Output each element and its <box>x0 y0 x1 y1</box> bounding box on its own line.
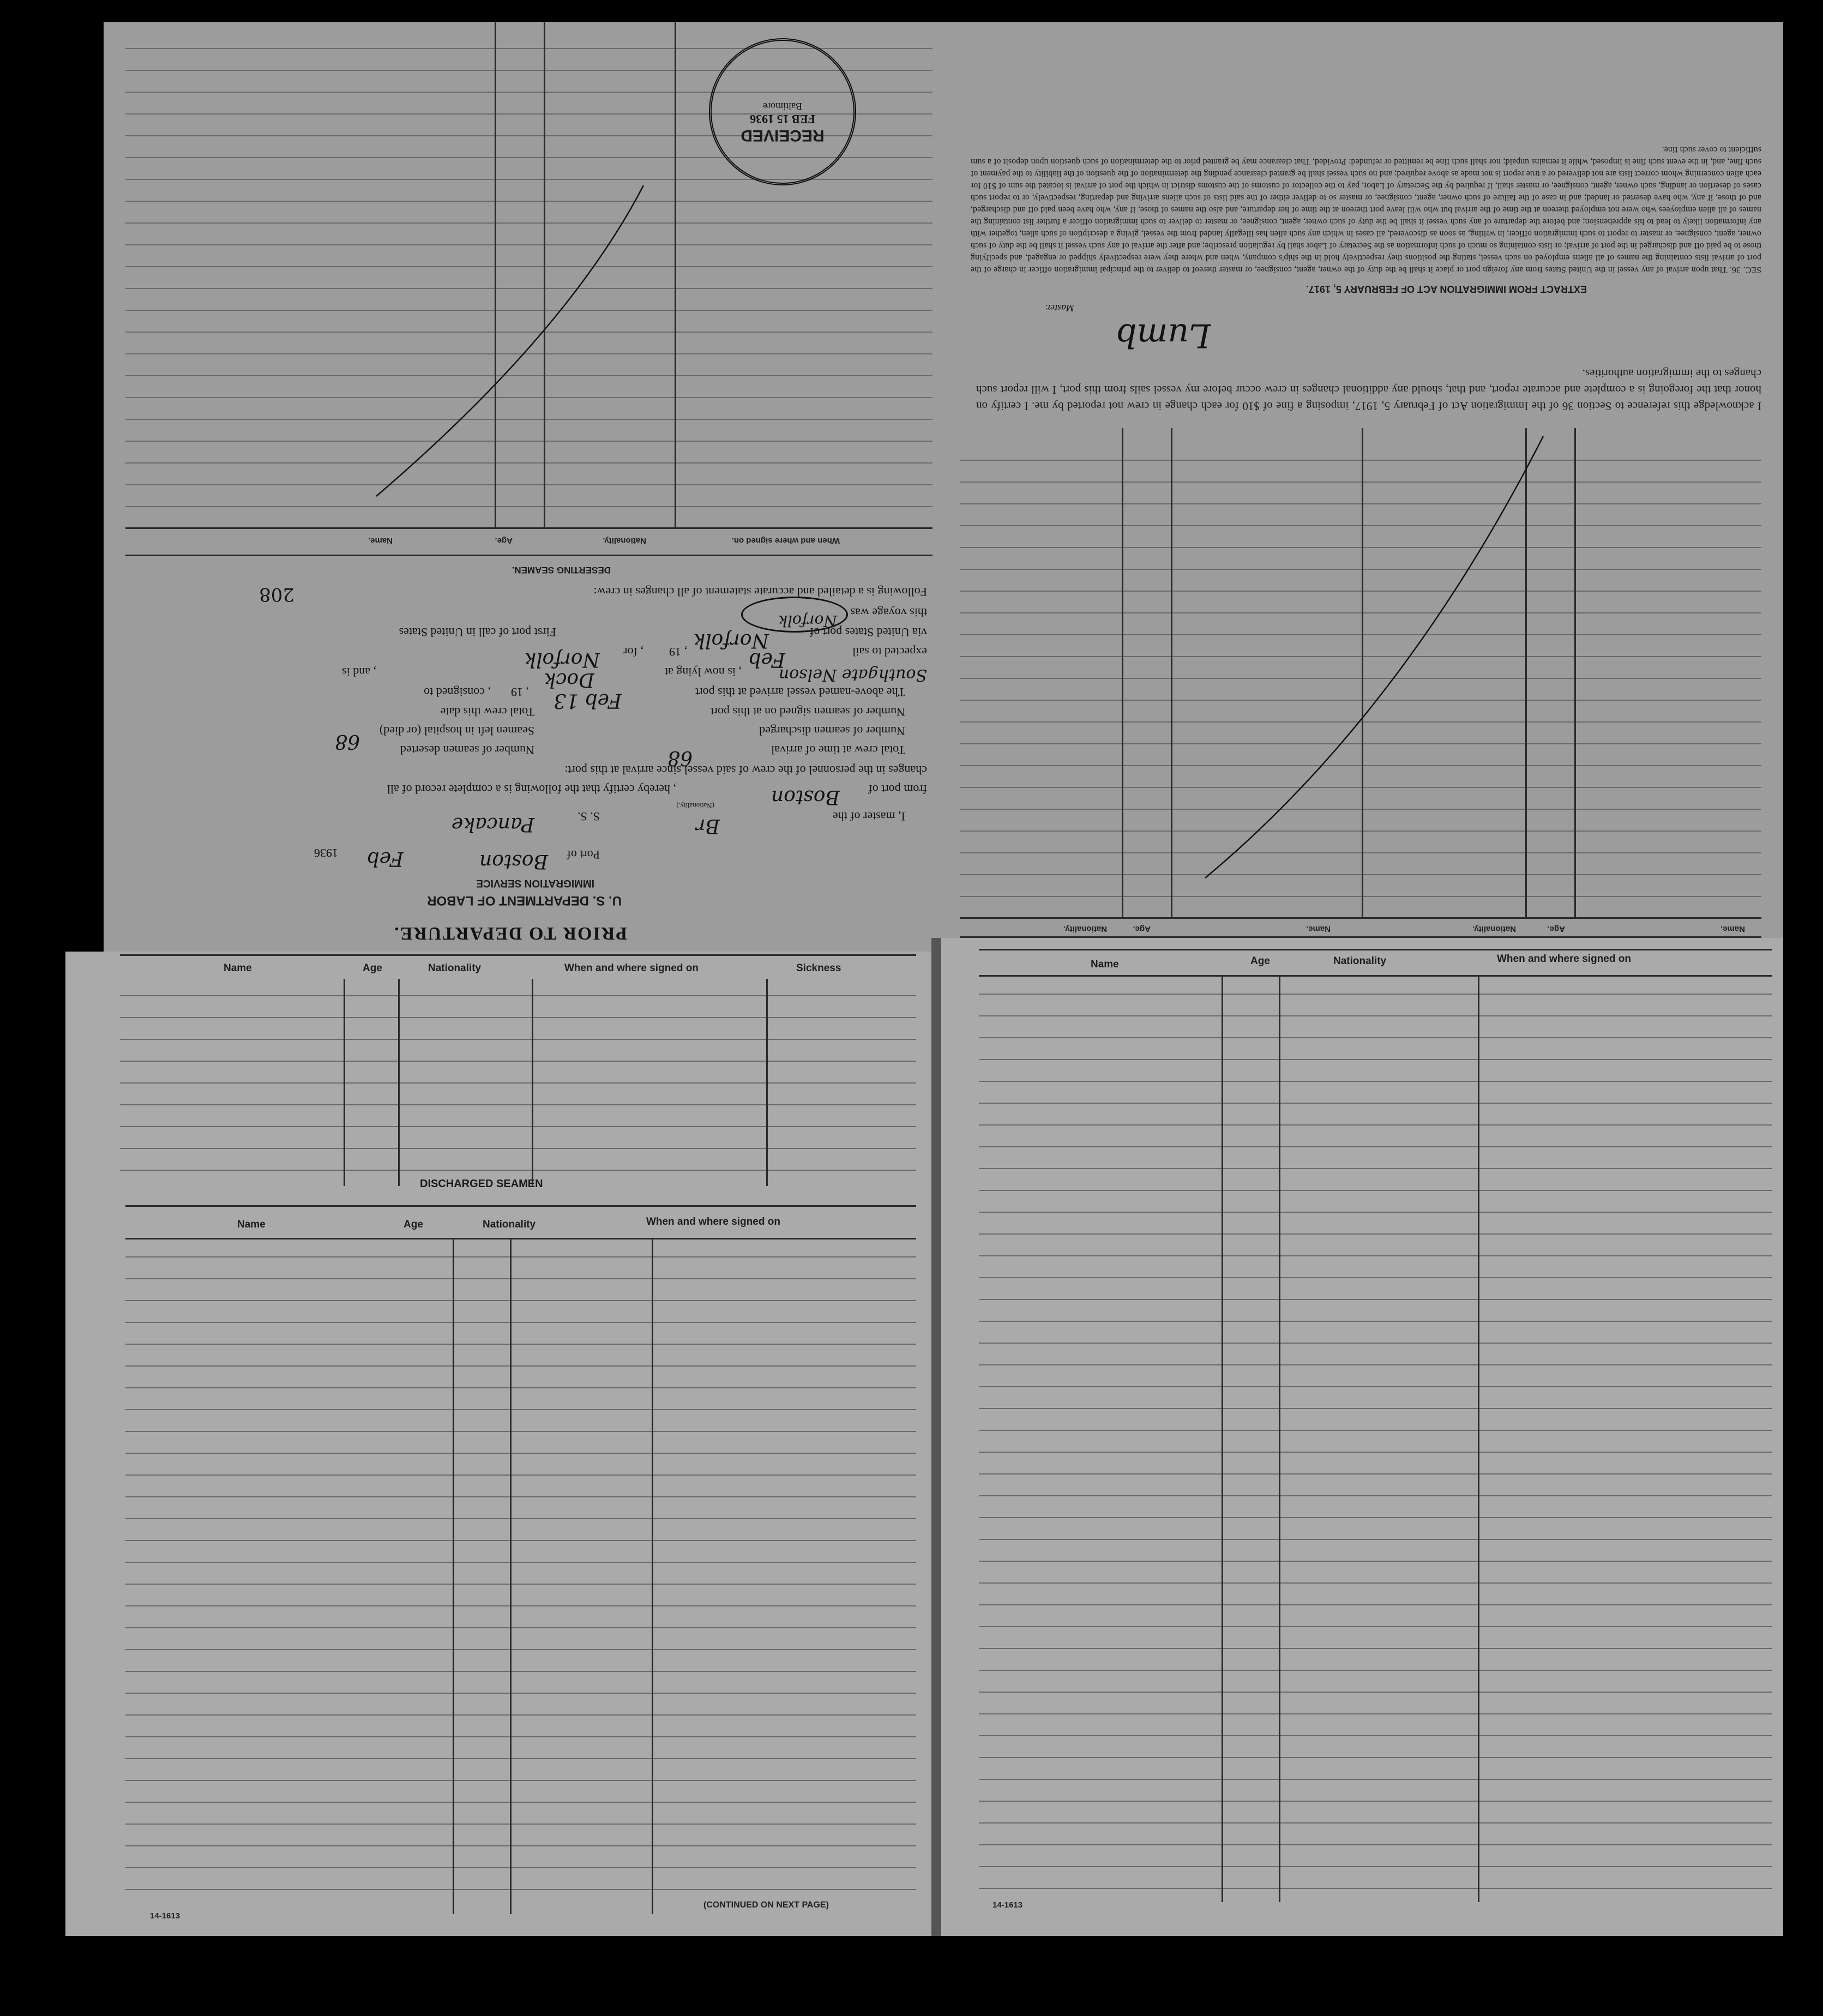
acknowledgement: I acknowledge this reference to Section 36 of the Immigration Act of February 5, 1917, imposing a fine of $10 for each change in crew not reported by me. I certify on honor that the foregoing is a complete and accurate report, and that, should any additional changes in crew occur before my vessel sails from this port, I will report such changes to the immigration authorities. <box>976 367 1761 413</box>
first-port-label: First port of call in United States <box>399 625 556 639</box>
hospital-label: Seamen left in hospital (or died) <box>379 724 534 738</box>
ll-h-name: Name <box>224 962 252 974</box>
ss-label: S. S. <box>577 810 600 823</box>
dis-header-top <box>125 1205 916 1207</box>
lr-rows <box>979 975 1772 1902</box>
received-stamp <box>709 38 856 185</box>
certify-text: , hereby certify that the following is a complete record of all <box>387 783 676 796</box>
date-hand: Feb <box>366 847 404 870</box>
dis-h-name: Name <box>237 1219 266 1230</box>
port-hand: Boston <box>479 850 548 872</box>
lr-header-top <box>979 949 1772 950</box>
vessel-hand: Pancake <box>452 813 534 835</box>
stamp-date: FEB 15 1936 <box>750 112 815 126</box>
deserted-label: Number of seamen deserted <box>400 743 534 757</box>
upper-left-rotated <box>104 22 949 960</box>
upper-left-page <box>104 22 949 960</box>
lr-h-name: Name <box>1091 959 1119 970</box>
via-label: via United States port of <box>809 625 927 639</box>
from-port-hand: Boston <box>771 786 840 808</box>
nationality-caption: (Nationality.) <box>676 802 714 810</box>
this-date-hand: 68 <box>335 730 360 753</box>
consigned-label: , consigned to <box>424 685 491 699</box>
dis-rows <box>125 1238 916 1914</box>
form-number: 208 <box>259 583 294 605</box>
total-crew-hand: 68 <box>667 747 693 769</box>
nationality-hand: Br <box>696 815 720 837</box>
nineteen2-label: , 19 <box>669 645 687 659</box>
signed-on-label: Number of seamen signed on at this port <box>710 705 905 719</box>
ll-h-sick: Sickness <box>796 962 841 974</box>
arrived-hand: Feb 13 <box>553 689 622 712</box>
dis-h-age: Age <box>404 1219 423 1230</box>
binding-gutter <box>931 938 941 1936</box>
year-label: 1936 <box>314 846 338 860</box>
and-is-label: , and is <box>342 665 376 679</box>
extract-title: EXTRACT FROM IMMIGRATION ACT OF FEBRUARY 5, 1917. <box>1305 284 1587 294</box>
master-caption: Master. <box>1045 303 1074 314</box>
deserting-title: DESERTING SEAMEN. <box>512 565 611 575</box>
master-signature: Lumb <box>1116 316 1211 354</box>
stamp-city: Baltimore <box>763 101 802 112</box>
lower-left-page <box>65 952 932 1936</box>
upper-right-rotated <box>949 22 1783 960</box>
total-crew-label: Total crew at time of arrival <box>771 743 905 757</box>
ll-h-when: When and where signed on <box>564 962 699 974</box>
ll-h-age: Age <box>363 962 382 974</box>
for-hand: Norfolk <box>524 648 600 671</box>
lr-form-code: 14-1613 <box>992 1900 1023 1910</box>
ur-h-nat2: Nationality. <box>1063 924 1107 934</box>
lower-right-page <box>941 938 1783 1936</box>
col-header-name: Name. <box>368 536 393 545</box>
col-header-when: When and where signed on. <box>731 536 840 545</box>
col-header-age: Age. <box>495 536 513 545</box>
extract-body: SEC. 36. That upon arrival of any vessel in the United States from any foreign port or place it shall be the duty of the owner, agent, consignee, or master thereof to deliver to the principal immigration officer in charge of the port of arrival lists containing the names of all aliens employed on such vessel, stating the positions they respectively hold in the ship's company, when and where they were respectively shipped or engaged, and specifying those to be paid off and discharged in the port of arrival; or lists containing so much of such information as the Secretary of Labor shall by regulation prescribe; and after the arrival of any such vessel it shall be the duty of such owner, agent, consignee, or master to report to such immigration officer, in writing, as soon as discovered, all cases in which any such alien has illegally landed from the vessel, giving a description of such alien, together with any information likely to lead to his apprehension; and before the departure of any such vessel it shall be the duty of such owner, agent, consignee, or master to deliver to such immigration officer a further list containing the names of all alien employees who were not employed thereon at the time of the arrival but who will leave port thereon at the time of her departure, and also the names of those, if any, who have been paid off and discharged, and of those, if any, who have deserted or landed; and in case of the failure of such owner, agent, consignee, or master so to deliver either of the said lists of such aliens arriving and departing, respectively, or to report such cases of desertion or landing, such owner, agent, consignee, or master shall, if required by the Secretary of Labor, pay to the collector of customs of the customs district in which the port of arrival is located the sum of $10 for each alien concerning whom correct lists are not delivered or a true report is not made as above required; and no such vessel shall be granted clearance pending the determination of the question of the liability to the payment of such fine, and, in the event such fine is imposed, while it remains unpaid; nor shall such fine be remitted or refunded: Provided, That clearance may be granted prior to the determination of such question upon deposit of a sum sufficient to cover such fine. <box>971 145 1761 274</box>
col-header-nationality: Nationality. <box>603 536 646 545</box>
first-port-hand: Norfolk <box>778 612 837 630</box>
dept-label: U. S. DEPARTMENT OF LABOR <box>427 893 622 908</box>
lr-h-when: When and where signed on <box>1497 953 1631 965</box>
dis-h-when: When and where signed on <box>646 1216 780 1227</box>
ur-h-age1: Age. <box>1547 924 1565 934</box>
lying-label: , is now lying at <box>664 665 742 679</box>
ur-h-nat1: Nationality. <box>1472 924 1516 934</box>
continued-note: (CONTINUED ON NEXT PAGE) <box>703 1900 829 1910</box>
for-label: , for <box>623 645 643 659</box>
nineteen-label: , 19 <box>511 685 529 699</box>
ur-h-name1: Name. <box>1720 924 1745 934</box>
dis-h-nat: Nationality <box>483 1219 536 1230</box>
port-label: Port of <box>567 848 600 862</box>
discharged-label: Number of seamen discharged <box>759 724 905 738</box>
ur-h-age2: Age. <box>1133 924 1151 934</box>
changes-text: changes in the personnel of the crew of said vessel since arrival at this port: <box>564 763 927 777</box>
lying-hand: Dock <box>544 669 594 691</box>
voyage-label: this voyage was <box>850 606 927 619</box>
ll-rows <box>120 979 916 1186</box>
expected-label: expected to sail <box>852 645 927 659</box>
lr-h-age: Age <box>1250 955 1270 967</box>
consigned-hand: Southgate Nelson <box>778 665 927 684</box>
master-label: I, master of the <box>832 810 905 823</box>
discharged-title: DISCHARGED SEAMEN <box>420 1178 543 1190</box>
total-crew-date-label: Total crew this date <box>440 705 534 719</box>
from-port-label: from port of <box>868 783 927 796</box>
service-label: IMMIGRATION SERVICE <box>476 877 594 889</box>
via-hand: Norfolk <box>693 629 769 652</box>
sail-hand: Feb <box>748 648 785 671</box>
upper-right-page <box>949 22 1783 960</box>
arrived-label: The above-named vessel arrived at this port <box>695 685 905 699</box>
following-label: Following is a detailed and accurate statement of all changes in crew: <box>593 585 927 599</box>
ll-h-nat: Nationality <box>428 962 482 974</box>
ll-header-top <box>120 954 916 956</box>
stamp-received: RECEIVED <box>741 127 825 145</box>
lr-h-nat: Nationality <box>1333 955 1387 967</box>
form-title: PRIOR TO DEPARTURE. <box>393 923 627 943</box>
ur-h-name2: Name. <box>1305 924 1331 934</box>
ll-form-code: 14-1613 <box>150 1911 181 1921</box>
